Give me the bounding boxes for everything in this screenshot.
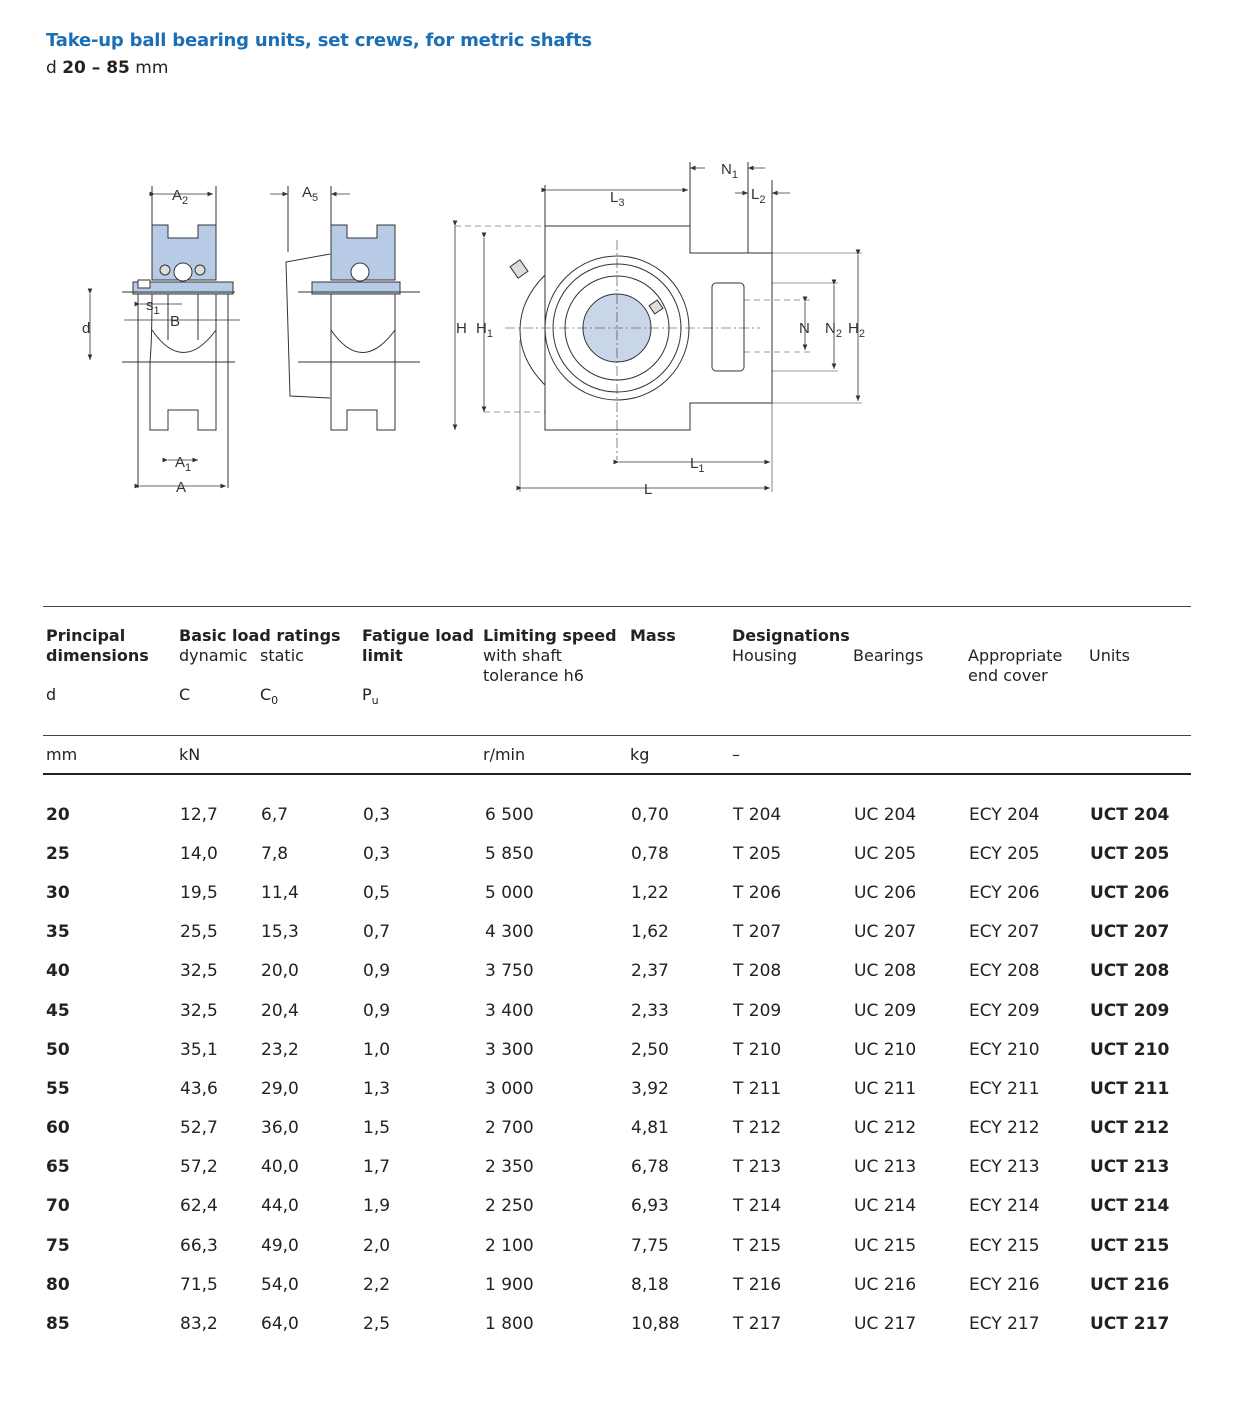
label-l1: $L_1$: [690, 455, 705, 475]
cell-c0-static: 40,0: [261, 1157, 299, 1178]
symbol-c0: $C_0$: [260, 685, 279, 708]
cell-mass: 2,50: [631, 1039, 669, 1060]
cell-unit: UCT 215: [1090, 1235, 1170, 1256]
table-row: [43, 1265, 1190, 1304]
cell-housing: T 205: [733, 843, 782, 864]
header-designations: Designations Housing: [732, 626, 850, 665]
label-h1: $H_1$: [476, 320, 493, 340]
label-l3: $L_3$: [610, 189, 625, 209]
header-fatigue: Fatigue load limit: [362, 626, 474, 665]
cell-end-cover: ECY 205: [969, 843, 1040, 864]
units-top-rule: [43, 735, 1191, 736]
header-bearings: Bearings: [853, 646, 924, 665]
unit-kg: kg: [630, 745, 650, 764]
cell-housing: T 211: [733, 1078, 782, 1099]
cell-housing: T 212: [733, 1118, 782, 1139]
cell-c-dynamic: 32,5: [180, 961, 218, 982]
unit-dash: –: [732, 745, 740, 764]
cell-c-dynamic: 14,0: [180, 843, 218, 864]
cell-d: 35: [46, 922, 70, 943]
cell-d: 60: [46, 1118, 70, 1139]
label-h: H: [456, 320, 467, 337]
cell-pu: 1,7: [363, 1157, 391, 1178]
cell-c-dynamic: 35,1: [180, 1039, 218, 1060]
cell-c-dynamic: 66,3: [180, 1235, 218, 1256]
cell-limiting-speed: 4 300: [485, 922, 534, 943]
cell-pu: 0,3: [363, 804, 391, 825]
side-view-2: [270, 184, 420, 430]
label-b: B: [170, 313, 181, 330]
cell-end-cover: ECY 214: [969, 1196, 1040, 1217]
cell-limiting-speed: 1 800: [485, 1314, 534, 1335]
cell-c-dynamic: 32,5: [180, 1000, 218, 1021]
cell-housing: T 217: [733, 1314, 782, 1335]
cell-d: 45: [46, 1000, 70, 1021]
symbol-c: C: [179, 685, 191, 704]
cell-pu: 2,5: [363, 1314, 391, 1335]
cell-d: 25: [46, 843, 70, 864]
cell-bearing: UC 216: [854, 1274, 917, 1295]
header-mass: Mass: [630, 626, 676, 645]
cell-end-cover: ECY 210: [969, 1039, 1040, 1060]
cell-housing: T 207: [733, 922, 782, 943]
cell-bearing: UC 212: [854, 1118, 917, 1139]
cell-limiting-speed: 1 900: [485, 1274, 534, 1295]
cell-pu: 0,9: [363, 1000, 391, 1021]
header-units: Units: [1089, 646, 1130, 665]
cell-pu: 1,5: [363, 1118, 391, 1139]
cell-c0-static: 20,0: [261, 961, 299, 982]
cell-unit: UCT 213: [1090, 1157, 1170, 1178]
cell-pu: 0,9: [363, 961, 391, 982]
cell-mass: 3,92: [631, 1078, 669, 1099]
cell-end-cover: ECY 208: [969, 961, 1040, 982]
cell-end-cover: ECY 211: [969, 1078, 1040, 1099]
label-a: A: [176, 479, 187, 496]
cell-d: 75: [46, 1235, 70, 1256]
front-view: [455, 161, 865, 498]
cell-c-dynamic: 57,2: [180, 1157, 218, 1178]
cell-unit: UCT 214: [1090, 1196, 1170, 1217]
table-row: [43, 1187, 1190, 1226]
cell-limiting-speed: 2 700: [485, 1118, 534, 1139]
cell-bearing: UC 204: [854, 804, 917, 825]
units-bottom-rule: [43, 773, 1191, 775]
cell-bearing: UC 211: [854, 1078, 917, 1099]
cell-c-dynamic: 52,7: [180, 1118, 218, 1139]
cell-d: 20: [46, 804, 70, 825]
cell-c0-static: 11,4: [261, 882, 299, 903]
cell-limiting-speed: 2 250: [485, 1196, 534, 1217]
cell-limiting-speed: 2 350: [485, 1157, 534, 1178]
label-a5: $A_5$: [302, 184, 319, 204]
label-l2: $L_2$: [751, 186, 766, 206]
cell-limiting-speed: 5 000: [485, 882, 534, 903]
cell-c0-static: 49,0: [261, 1235, 299, 1256]
cell-housing: T 210: [733, 1039, 782, 1060]
cell-c-dynamic: 19,5: [180, 882, 218, 903]
cell-limiting-speed: 2 100: [485, 1235, 534, 1256]
unit-rmin: r/min: [483, 745, 526, 764]
label-a2: $A_2$: [172, 187, 189, 207]
table-top-rule: [43, 606, 1191, 607]
label-d: d: [82, 320, 91, 337]
cell-c0-static: 29,0: [261, 1078, 299, 1099]
cell-unit: UCT 211: [1090, 1078, 1170, 1099]
cell-c0-static: 44,0: [261, 1196, 299, 1217]
cell-mass: 2,37: [631, 961, 669, 982]
header-principal: Principal dimensions: [46, 626, 149, 665]
cell-end-cover: ECY 204: [969, 804, 1040, 825]
cell-bearing: UC 210: [854, 1039, 917, 1060]
cell-unit: UCT 206: [1090, 882, 1170, 903]
cell-mass: 0,70: [631, 804, 669, 825]
cell-end-cover: ECY 206: [969, 882, 1040, 903]
cell-housing: T 209: [733, 1000, 782, 1021]
cell-housing: T 208: [733, 961, 782, 982]
cell-housing: T 213: [733, 1157, 782, 1178]
cell-pu: 2,2: [363, 1274, 391, 1295]
cell-end-cover: ECY 207: [969, 922, 1040, 943]
cell-bearing: UC 209: [854, 1000, 917, 1021]
cell-c0-static: 7,8: [261, 843, 289, 864]
cell-pu: 0,3: [363, 843, 391, 864]
table-row: [43, 1226, 1190, 1265]
cell-bearing: UC 213: [854, 1157, 917, 1178]
cell-unit: UCT 209: [1090, 1000, 1170, 1021]
table-row: [43, 952, 1190, 991]
page-title: Take-up ball bearing units, set crews, for metric shafts: [46, 30, 592, 51]
cell-c0-static: 64,0: [261, 1314, 299, 1335]
cell-end-cover: ECY 212: [969, 1118, 1040, 1139]
cell-c-dynamic: 12,7: [180, 804, 218, 825]
cell-unit: UCT 208: [1090, 961, 1170, 982]
subtitle-prefix: d: [46, 58, 57, 78]
table-row: [43, 873, 1190, 912]
cell-c-dynamic: 43,6: [180, 1078, 218, 1099]
cell-unit: UCT 207: [1090, 922, 1170, 943]
cell-mass: 2,33: [631, 1000, 669, 1021]
cell-limiting-speed: 3 750: [485, 961, 534, 982]
unit-mm: mm: [46, 745, 78, 764]
table-row: [43, 1148, 1190, 1187]
cell-end-cover: ECY 216: [969, 1274, 1040, 1295]
label-l: L: [644, 481, 653, 498]
cell-mass: 0,78: [631, 843, 669, 864]
cell-pu: 1,3: [363, 1078, 391, 1099]
cell-c0-static: 23,2: [261, 1039, 299, 1060]
table-row: [43, 1069, 1190, 1108]
cell-end-cover: ECY 215: [969, 1235, 1040, 1256]
table-row: [43, 1109, 1190, 1148]
cell-end-cover: ECY 213: [969, 1157, 1040, 1178]
cell-bearing: UC 206: [854, 882, 917, 903]
header-static: static: [260, 646, 304, 665]
label-n2: $N_2$: [825, 320, 842, 340]
side-view-1: [82, 186, 240, 496]
cell-c0-static: 6,7: [261, 804, 289, 825]
cell-pu: 0,5: [363, 882, 391, 903]
cell-pu: 2,0: [363, 1235, 391, 1256]
cell-mass: 8,18: [631, 1274, 669, 1295]
cell-mass: 6,93: [631, 1196, 669, 1217]
bearing-unit-drawing: [80, 150, 880, 510]
cell-d: 30: [46, 882, 70, 903]
cell-unit: UCT 205: [1090, 843, 1170, 864]
cell-housing: T 216: [733, 1274, 782, 1295]
cell-c0-static: 20,4: [261, 1000, 299, 1021]
cell-housing: T 204: [733, 804, 782, 825]
cell-d: 40: [46, 961, 70, 982]
cell-mass: 10,88: [631, 1314, 680, 1335]
cell-limiting-speed: 5 850: [485, 843, 534, 864]
cell-c0-static: 15,3: [261, 922, 299, 943]
cell-mass: 4,81: [631, 1118, 669, 1139]
cell-limiting-speed: 3 300: [485, 1039, 534, 1060]
cell-housing: T 215: [733, 1235, 782, 1256]
table-row: [43, 1304, 1190, 1343]
cell-bearing: UC 214: [854, 1196, 917, 1217]
cell-d: 65: [46, 1157, 70, 1178]
cell-bearing: UC 215: [854, 1235, 917, 1256]
subtitle-range: 20 – 85: [62, 58, 130, 78]
cell-housing: T 214: [733, 1196, 782, 1217]
bearing-data-table: [43, 795, 1190, 1344]
cell-d: 55: [46, 1078, 70, 1099]
header-basic-load: Basic load ratings: [179, 626, 341, 645]
cell-unit: UCT 210: [1090, 1039, 1170, 1060]
cell-bearing: UC 207: [854, 922, 917, 943]
cell-d: 50: [46, 1039, 70, 1060]
header-dynamic: dynamic: [179, 646, 248, 665]
subtitle-unit: mm: [135, 58, 169, 78]
cell-c-dynamic: 83,2: [180, 1314, 218, 1335]
cell-end-cover: ECY 209: [969, 1000, 1040, 1021]
label-n: N: [799, 320, 810, 337]
header-limiting-speed: Limiting speed with shaft tolerance h6: [483, 626, 617, 685]
cell-d: 70: [46, 1196, 70, 1217]
symbol-d: d: [46, 685, 57, 704]
cell-limiting-speed: 3 400: [485, 1000, 534, 1021]
label-s1: $s_1$: [146, 297, 160, 317]
cell-housing: T 206: [733, 882, 782, 903]
cell-bearing: UC 205: [854, 843, 917, 864]
table-row: [43, 913, 1190, 952]
cell-end-cover: ECY 217: [969, 1314, 1040, 1335]
cell-d: 85: [46, 1314, 70, 1335]
symbol-pu: $P_u$: [362, 685, 379, 708]
cell-c-dynamic: 25,5: [180, 922, 218, 943]
cell-bearing: UC 208: [854, 961, 917, 982]
table-row: [43, 1030, 1190, 1069]
cell-unit: UCT 216: [1090, 1274, 1170, 1295]
cell-unit: UCT 212: [1090, 1118, 1170, 1139]
cell-mass: 7,75: [631, 1235, 669, 1256]
cell-c-dynamic: 71,5: [180, 1274, 218, 1295]
cell-limiting-speed: 6 500: [485, 804, 534, 825]
cell-mass: 1,62: [631, 922, 669, 943]
cell-d: 80: [46, 1274, 70, 1295]
table-body: [43, 795, 1190, 1344]
label-n1: $N_1$: [721, 161, 738, 181]
cell-unit: UCT 204: [1090, 804, 1170, 825]
cell-pu: 0,7: [363, 922, 391, 943]
cell-mass: 6,78: [631, 1157, 669, 1178]
header-end-cover: Appropriate end cover: [968, 646, 1063, 685]
cell-pu: 1,9: [363, 1196, 391, 1217]
cell-c-dynamic: 62,4: [180, 1196, 218, 1217]
table-row: [43, 991, 1190, 1030]
cell-limiting-speed: 3 000: [485, 1078, 534, 1099]
cell-pu: 1,0: [363, 1039, 391, 1060]
unit-kn: kN: [179, 745, 201, 764]
cell-c0-static: 54,0: [261, 1274, 299, 1295]
cell-bearing: UC 217: [854, 1314, 917, 1335]
table-row: [43, 795, 1190, 834]
table-row: [43, 834, 1190, 873]
diameter-range: [46, 58, 168, 78]
cell-unit: UCT 217: [1090, 1314, 1170, 1335]
cell-c0-static: 36,0: [261, 1118, 299, 1139]
cell-mass: 1,22: [631, 882, 669, 903]
label-a1: $A_1$: [175, 454, 192, 474]
label-h2: $H_2$: [848, 320, 865, 340]
